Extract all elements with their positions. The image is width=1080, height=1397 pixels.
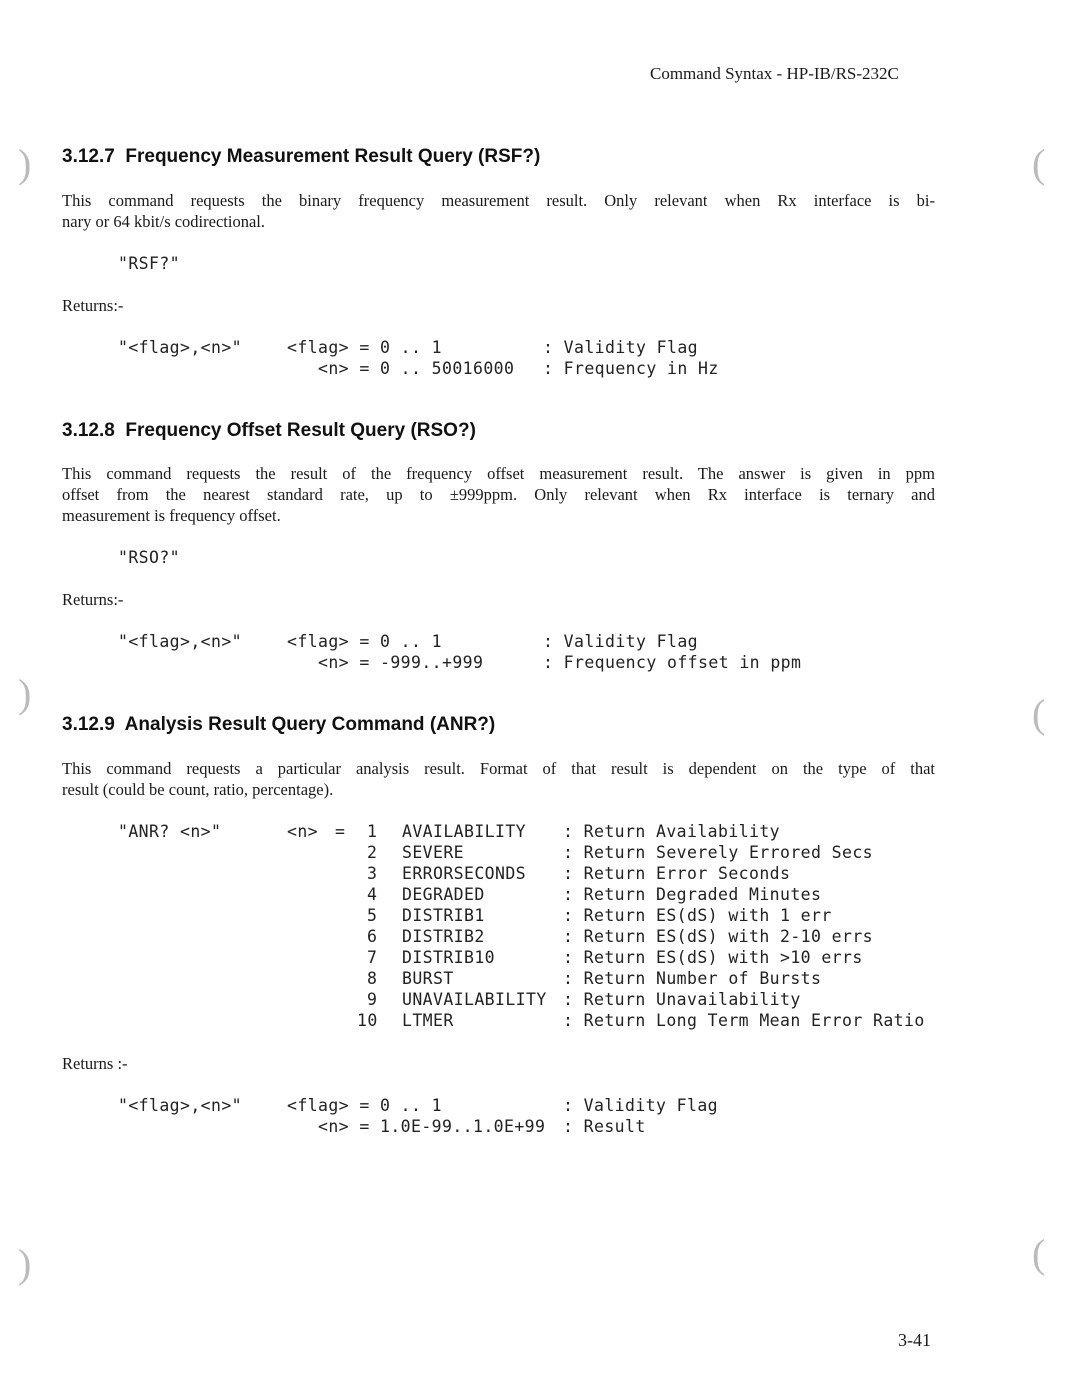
body-line: measurement is frequency offset. bbox=[62, 506, 281, 525]
section-heading-rso: 3.12.8 Frequency Offset Result Query (RSO?) bbox=[62, 420, 476, 441]
body-line: This command requests the result of the frequency offset measurement result. The answer is given in ppm bbox=[62, 464, 935, 483]
return-desc: : Result bbox=[563, 1117, 646, 1136]
option-name: UNAVAILABILITY bbox=[402, 990, 547, 1009]
option-n: 5 bbox=[367, 906, 378, 925]
option-desc: : Return Number of Bursts bbox=[563, 969, 822, 988]
option-name: BURST bbox=[402, 969, 454, 988]
option-name: SEVERE bbox=[402, 843, 465, 862]
binding-hole-mark: ) bbox=[18, 141, 32, 186]
option-n: 10 bbox=[357, 1011, 378, 1030]
return-desc: : Frequency in Hz bbox=[543, 359, 719, 378]
option-desc: : Return Degraded Minutes bbox=[563, 885, 822, 904]
option-desc: : Return Severely Errored Secs bbox=[563, 843, 874, 862]
returns-format: "<flag>,<n>" bbox=[118, 338, 243, 357]
return-param: <flag> = 0 .. 1 bbox=[287, 632, 443, 651]
returns-label: Returns:- bbox=[62, 590, 124, 609]
option-desc: : Return ES(dS) with >10 errs bbox=[563, 948, 863, 967]
return-desc: : Frequency offset in ppm bbox=[543, 653, 802, 672]
option-n: 7 bbox=[367, 948, 378, 967]
option-desc: : Return Unavailability bbox=[563, 990, 801, 1009]
return-desc: : Validity Flag bbox=[543, 338, 699, 357]
option-n: 6 bbox=[367, 927, 378, 946]
body-line: This command requests a particular analysis result. Format of that result is dependent on the type of that bbox=[62, 759, 935, 778]
option-n: 8 bbox=[367, 969, 378, 988]
body-line: result (could be count, ratio, percentage). bbox=[62, 780, 334, 799]
page-number: 3-41 bbox=[898, 1330, 931, 1350]
option-name: DEGRADED bbox=[402, 885, 485, 904]
option-desc: : Return Availability bbox=[563, 822, 781, 841]
param-label: <n> bbox=[287, 822, 319, 841]
returns-label: Returns:- bbox=[62, 296, 124, 315]
returns-format: "<flag>,<n>" bbox=[118, 632, 243, 651]
option-n: 1 bbox=[367, 822, 378, 841]
return-desc: : Validity Flag bbox=[543, 632, 699, 651]
option-name: ERRORSECONDS bbox=[402, 864, 527, 883]
returns-format: "<flag>,<n>" bbox=[118, 1096, 243, 1115]
option-name: DISTRIB2 bbox=[402, 927, 485, 946]
binding-hole-mark: ( bbox=[1032, 1231, 1046, 1276]
body-line: nary or 64 kbit/s codirectional. bbox=[62, 212, 265, 231]
equals-sign: = bbox=[335, 822, 346, 841]
return-param: <flag> = 0 .. 1 bbox=[287, 1096, 443, 1115]
binding-hole-mark: ) bbox=[18, 671, 32, 716]
running-header: Command Syntax - HP-IB/RS-232C bbox=[650, 64, 899, 83]
binding-hole-mark: ( bbox=[1032, 691, 1046, 736]
option-desc: : Return Long Term Mean Error Ratio bbox=[563, 1011, 925, 1030]
option-n: 3 bbox=[367, 864, 378, 883]
option-desc: : Return ES(dS) with 1 err bbox=[563, 906, 832, 925]
option-name: LTMER bbox=[402, 1011, 454, 1030]
section-heading-rsf: 3.12.7 Frequency Measurement Result Query (RSF?) bbox=[62, 146, 541, 167]
body-line: offset from the nearest standard rate, up to ±999ppm. Only relevant when Rx interface is ternary and bbox=[62, 485, 935, 504]
option-n: 4 bbox=[367, 885, 378, 904]
option-desc: : Return Error Seconds bbox=[563, 864, 791, 883]
return-param: <n> = -999..+999 bbox=[318, 653, 484, 672]
option-n: 2 bbox=[367, 843, 378, 862]
section-heading-anr: 3.12.9 Analysis Result Query Command (ANR?) bbox=[62, 714, 496, 735]
binding-hole-mark: ) bbox=[18, 1241, 32, 1286]
option-name: DISTRIB10 bbox=[402, 948, 496, 967]
body-line: This command requests the binary frequency measurement result. Only relevant when Rx interface is bi- bbox=[62, 191, 935, 210]
option-name: DISTRIB1 bbox=[402, 906, 485, 925]
command-syntax: "ANR? <n>" bbox=[118, 822, 222, 841]
binding-hole-mark: ( bbox=[1032, 141, 1046, 186]
command-syntax: "RSF?" bbox=[118, 254, 181, 273]
return-param: <n> = 0 .. 50016000 bbox=[318, 359, 515, 378]
command-syntax: "RSO?" bbox=[118, 548, 181, 567]
return-desc: : Validity Flag bbox=[563, 1096, 719, 1115]
returns-label: Returns :- bbox=[62, 1054, 128, 1073]
option-name: AVAILABILITY bbox=[402, 822, 527, 841]
return-param: <n> = 1.0E-99..1.0E+99 bbox=[318, 1117, 546, 1136]
option-desc: : Return ES(dS) with 2-10 errs bbox=[563, 927, 874, 946]
option-n: 9 bbox=[367, 990, 378, 1009]
return-param: <flag> = 0 .. 1 bbox=[287, 338, 443, 357]
